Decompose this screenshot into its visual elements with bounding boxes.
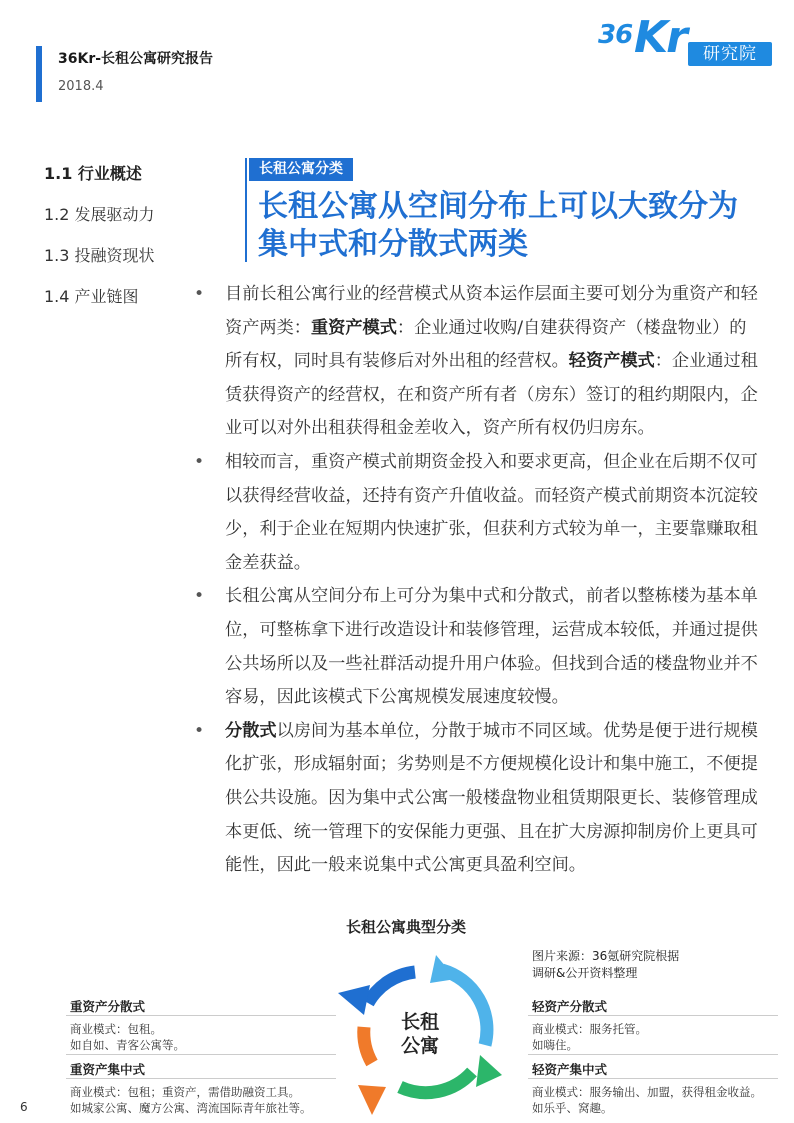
diagram-title: 长租公寓典型分类: [346, 918, 467, 936]
bullet-paragraph: [194, 446, 760, 580]
caption-line: 商业模式：包租。: [70, 1022, 162, 1036]
arrowhead-blue-dark: [338, 985, 370, 1015]
bold-term: 分散式: [225, 720, 277, 741]
header-accent-bar: [36, 46, 42, 102]
arrowhead-orange: [358, 1085, 386, 1115]
caption-line: 如嗨住。: [532, 1038, 578, 1052]
logo-36kr: [598, 12, 778, 68]
paragraph-text: 长租公寓从空间分布上可分为集中式和分散式，前者以整栋楼为基本单位，可整栋拿下进行改造设计和装修管理，运营成本较低，并通过提供公共场所以及一些社群活动提升用户体验。但找到合适的楼盘物业并不容易，因此该模式下公寓规模发展速度较慢。: [225, 586, 758, 708]
caption-line: 商业模式：服务托管。: [532, 1022, 647, 1036]
nav-item-financing[interactable]: 1.3 投融资现状: [44, 246, 155, 265]
body-bullets: [194, 278, 760, 883]
arrow-green: [400, 1072, 472, 1093]
logo-number: 36: [598, 20, 633, 50]
diagram-center-line-1: 长租: [400, 1011, 440, 1033]
caption-light-dispersed-title: 轻资产分散式: [532, 999, 608, 1014]
heading-accent-line: [245, 158, 247, 262]
caption-line: 如乐乎、窝趣。: [532, 1101, 613, 1115]
nav-item-industry-chain[interactable]: 1.4 产业链图: [44, 287, 139, 306]
image-source: [532, 948, 679, 982]
bullet-dot-icon: •: [194, 451, 205, 472]
section-tag: 长租公寓分类: [249, 158, 353, 181]
paragraph-text: 相较而言，重资产模式前期资金投入和要求更高，但企业在后期不仅可以获得经营收益，还持有资产升值收益。而轻资产模式前期资本沉淀较少，利于企业在短期内快速扩张，但获利方式较为单一，主要靠赚取租金差获益。: [225, 451, 758, 573]
section-title: 长租公寓从空间分布上可以大致分为集中式和分散式两类: [258, 189, 738, 262]
arrowhead-green: [476, 1055, 502, 1087]
caption-light-dispersed-desc: [532, 1021, 647, 1053]
bold-term: 轻资产模式: [568, 351, 655, 372]
bullet-dot-icon: •: [194, 720, 205, 741]
diagram-center-line-2: 公寓: [400, 1035, 440, 1057]
bullet-paragraph: [194, 580, 760, 714]
paragraph-text: 目前长租公寓行业的经营模式从资本运作层面主要可划分为重资产和轻资产两类：: [225, 284, 758, 338]
bullet-paragraph: [194, 278, 760, 446]
caption-light-centralized-desc: [532, 1084, 762, 1116]
caption-light-centralized-title: 轻资产集中式: [532, 1062, 608, 1077]
caption-heavy-dispersed-desc: [70, 1021, 185, 1053]
caption-line: 如城家公寓、魔方公寓、湾流国际青年旅社等。: [70, 1101, 312, 1115]
paragraph-text: 以房间为基本单位，分散于城市不同区域。优势是便于进行规模化扩张，形成辐射面；劣势则是不方便规模化设计和集中施工，不便提供公共设施。因为集中式公寓一般楼盘物业租赁期限更长、装修管理成本更低、统一管理下的安保能力更强、且在扩大房源抑制房价上更具可能性，因此一般来说集中式公寓更具盈利空间。: [225, 720, 758, 876]
arrow-orange: [364, 1027, 372, 1063]
logo-kr: Kr: [634, 12, 686, 63]
caption-line: 商业模式：包租；重资产，需借助融资工具。: [70, 1085, 300, 1099]
divider: [66, 1054, 336, 1055]
paragraph-text: ：企业通过租赁获得资产的经营权，在和资产所有者（房东）签订的租约期限内，企业可以对外出租获得租金差收入，资产所有权仍归房东。: [225, 351, 758, 439]
cycle-diagram: [310, 935, 540, 1120]
divider: [528, 1015, 778, 1016]
paragraph-text: ：企业通过收购/自建获得资产（楼盘物业）的所有权，同时具有装修后对外出租的经营权。: [225, 317, 747, 372]
arrow-blue-dark: [368, 972, 415, 1003]
logo-label: 研究院: [688, 42, 772, 66]
divider: [66, 1078, 336, 1079]
caption-heavy-dispersed-title: 重资产分散式: [70, 999, 146, 1014]
caption-line: 如自如、青客公寓等。: [70, 1038, 185, 1052]
bold-term: 重资产模式: [310, 317, 397, 338]
divider: [528, 1078, 778, 1079]
image-source-line-1: 图片来源：36氪研究院根据: [532, 949, 680, 963]
nav-item-industry-overview[interactable]: 1.1 行业概述: [44, 164, 142, 183]
report-date: 2018.4: [58, 79, 104, 94]
page-number: 6: [20, 1100, 28, 1114]
caption-heavy-centralized-desc: [70, 1084, 312, 1116]
section-nav: [44, 160, 194, 324]
caption-heavy-centralized-title: 重资产集中式: [70, 1062, 146, 1077]
arrow-blue-light: [442, 970, 487, 1045]
bullet-paragraph: [194, 715, 760, 883]
caption-line: 商业模式：服务输出、加盟，获得租金收益。: [532, 1085, 762, 1099]
divider: [528, 1054, 778, 1055]
divider: [66, 1015, 336, 1016]
nav-item-drivers[interactable]: 1.2 发展驱动力: [44, 205, 155, 224]
report-title: 36Kr-长租公寓研究报告: [58, 51, 214, 67]
bullet-dot-icon: •: [194, 284, 205, 304]
image-source-line-2: 调研&公开资料整理: [532, 966, 638, 980]
bullet-dot-icon: •: [194, 586, 205, 607]
